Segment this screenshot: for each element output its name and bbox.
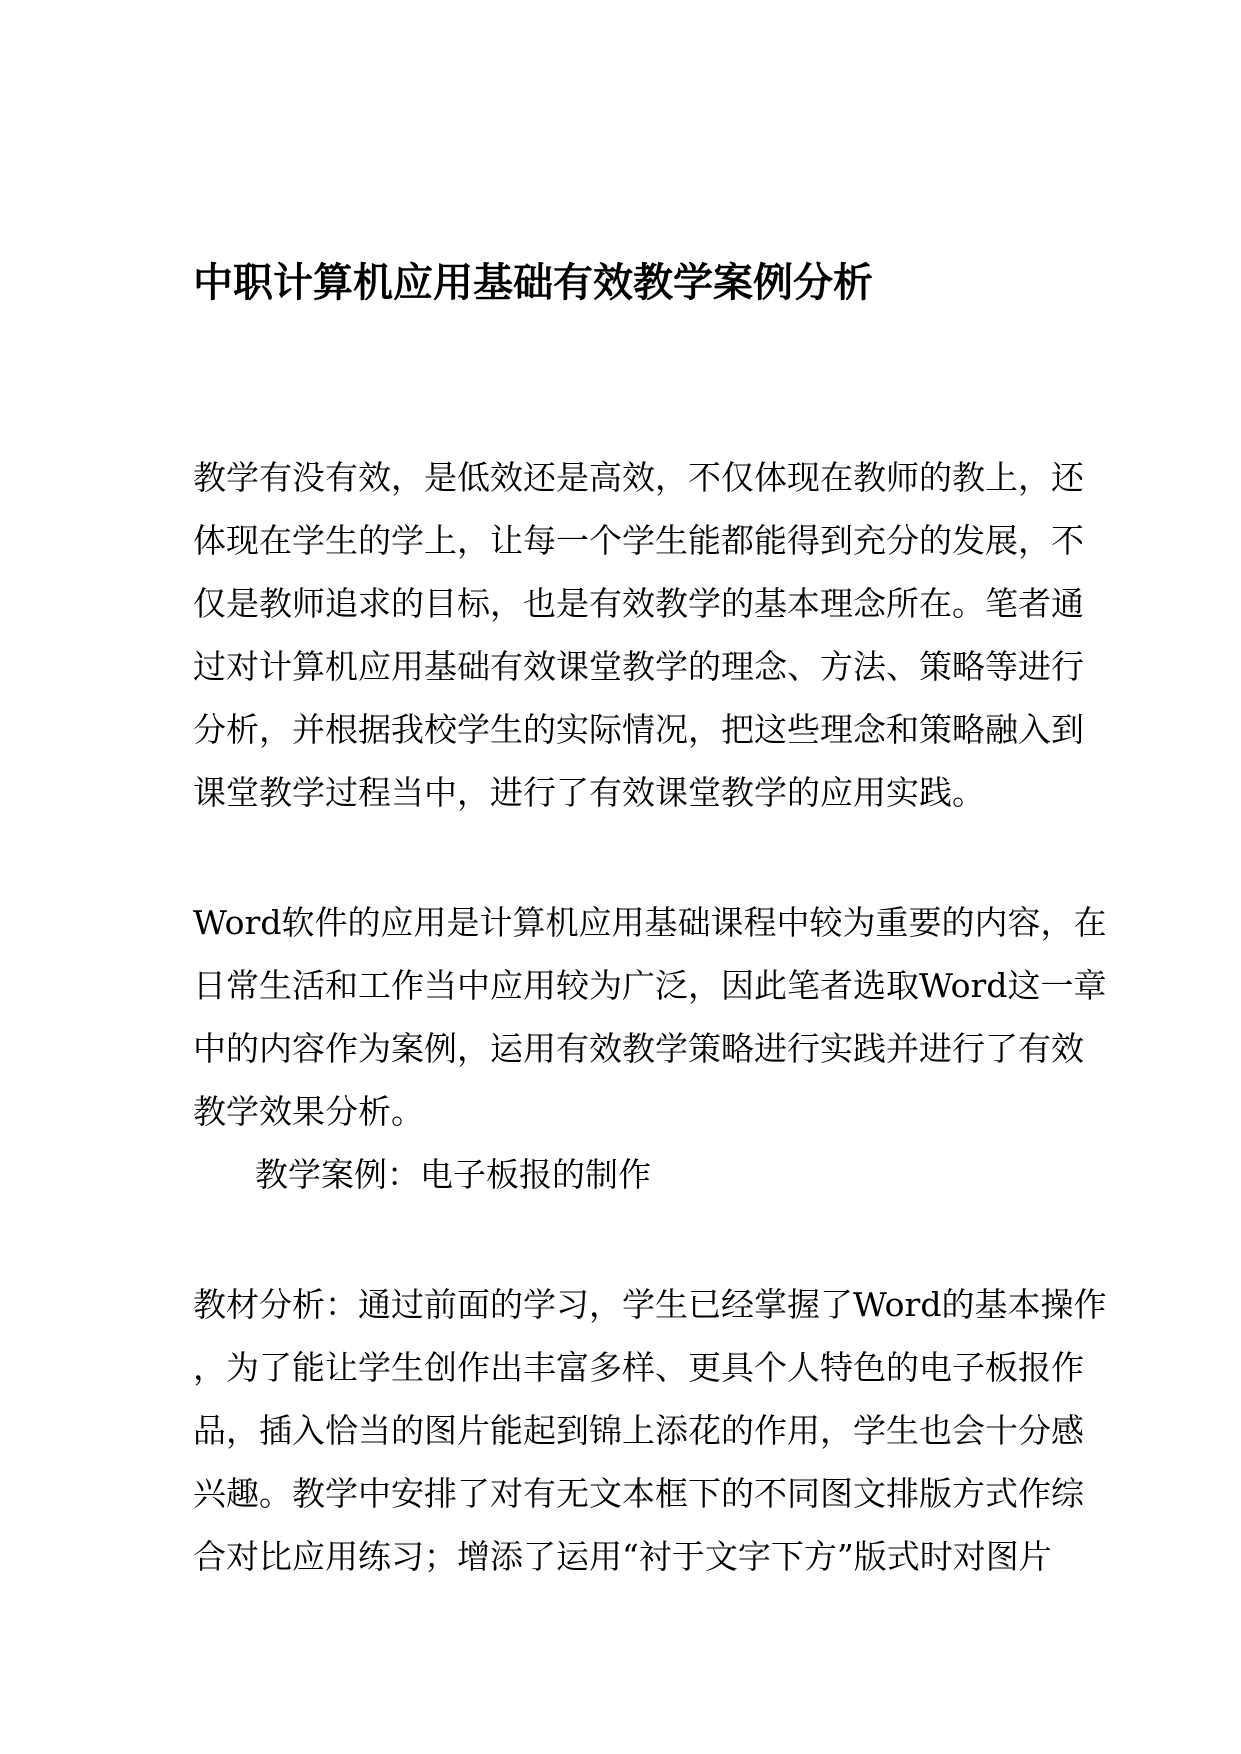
document-title: 中职计算机应用基础有效教学案例分析 <box>193 259 873 306</box>
case-heading: 教学案例：电子板报的制作 <box>255 1155 651 1194</box>
paragraph-1-line-6: 课堂教学过程当中，进行了有效课堂教学的应用实践。 <box>193 773 985 812</box>
paragraph-2-line-3: 中的内容作为案例，运用有效教学策略进行实践并进行了有效 <box>193 1029 1084 1068</box>
paragraph-2-line-4: 教学效果分析。 <box>193 1092 424 1131</box>
paragraph-1-line-1: 教学有没有效，是低效还是高效，不仅体现在教师的教上，还 <box>193 458 1084 497</box>
paragraph-3-line-2: ，为了能让学生创作出丰富多样、更具个人特色的电子板报作 <box>193 1348 1084 1387</box>
paragraph-2-line-2: 日常生活和工作当中应用较为广泛，因此笔者选取Word这一章 <box>193 966 1107 1005</box>
paragraph-1-line-2: 体现在学生的学上，让每一个学生能都能得到充分的发展，不 <box>193 521 1084 560</box>
paragraph-1-line-4: 过对计算机应用基础有效课堂教学的理念、方法、策略等进行 <box>193 647 1084 686</box>
paragraph-3-line-5: 合对比应用练习；增添了运用“衬于文字下方”版式时对图片 <box>193 1537 1052 1576</box>
paragraph-3-line-4: 兴趣。教学中安排了对有无文本框下的不同图文排版方式作综 <box>193 1474 1084 1513</box>
paragraph-3-line-3: 品，插入恰当的图片能起到锦上添花的作用，学生也会十分感 <box>193 1411 1084 1450</box>
paragraph-2-line-1: Word软件的应用是计算机应用基础课程中较为重要的内容，在 <box>193 903 1107 942</box>
paragraph-1-line-5: 分析，并根据我校学生的实际情况，把这些理念和策略融入到 <box>193 710 1084 749</box>
paragraph-3-line-1: 教材分析：通过前面的学习，学生已经掌握了Word的基本操作 <box>193 1285 1107 1324</box>
paragraph-1-line-3: 仅是教师追求的目标，也是有效教学的基本理念所在。笔者通 <box>193 584 1084 623</box>
